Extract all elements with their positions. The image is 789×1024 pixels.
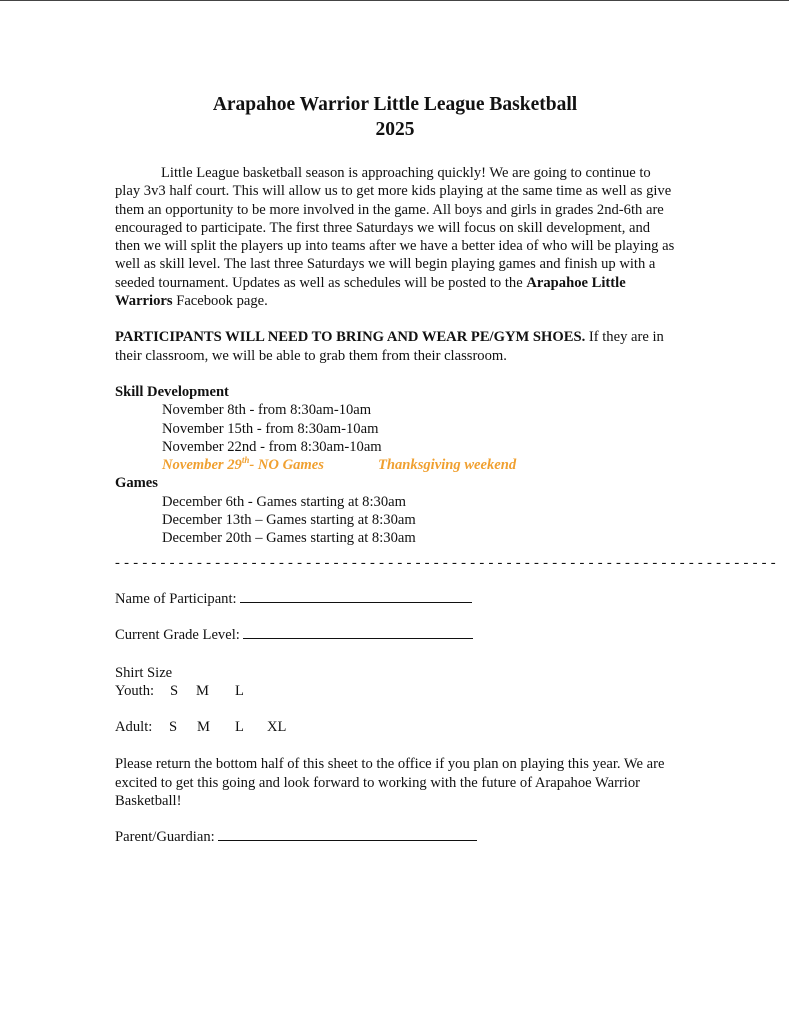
adult-size-option[interactable]: XL — [267, 719, 287, 736]
grade-level-blank[interactable] — [243, 626, 473, 639]
intro-paragraph — [115, 164, 675, 310]
grade-level-field — [115, 626, 675, 644]
participant-name-blank[interactable] — [240, 590, 472, 603]
skill-development-heading: Skill Development — [115, 383, 229, 400]
adult-size-option[interactable]: M — [197, 719, 210, 736]
guardian-blank[interactable] — [218, 828, 477, 841]
skill-date-item: November 15th - from 8:30am-10am — [162, 420, 379, 437]
gym-shoes-warning: PARTICIPANTS WILL NEED TO BRING AND WEAR PE/GYM SHOES. — [115, 329, 586, 346]
guardian-field — [115, 828, 675, 846]
games-list — [115, 493, 675, 548]
grade-level-label: Current Grade Level: — [115, 627, 244, 644]
games-heading: Games — [115, 475, 158, 492]
youth-size-option[interactable]: L — [235, 682, 244, 699]
intro-text: Little League basketball season is approaching quickly! We are going to continue to play 3v3 half court. This will allow us to get more kids playing at the same time as well as give them an opportunity to be more involved in the game. All boys and girls in grades 2nd-6th are encouraged to participate. The first three Saturdays we will focus on skill development, and then we will split the players up into teams after we have a better idea of who will be playing as well as skill level. The last three Saturdays we will begin playing games and finish up with a seeded tournament. Updates as well as schedules will be posted to the — [115, 165, 675, 291]
participant-name-label: Name of Participant: — [115, 590, 241, 607]
title-year: 2025 — [375, 119, 415, 140]
facebook-page-name: Arapahoe Little Warriors — [115, 274, 626, 310]
participants-notice — [115, 328, 675, 365]
game-date-item: December 6th - Games starting at 8:30am — [162, 493, 406, 510]
shirt-size-section — [115, 664, 675, 701]
thanksgiving-note: Thanksgiving weekend — [377, 457, 517, 474]
shirt-size-label: Shirt Size — [115, 664, 173, 681]
guardian-label: Parent/Guardian: — [115, 829, 219, 846]
intro-text-end: Facebook page. — [172, 293, 268, 310]
no-games-label: - NO Games — [249, 457, 324, 474]
adult-size-option[interactable]: L — [235, 719, 244, 736]
no-games-date-suffix: th — [241, 455, 250, 466]
page-top-border — [0, 0, 789, 1]
skill-date-item: November 8th - from 8:30am-10am — [162, 402, 372, 419]
youth-size-option[interactable]: S — [170, 682, 179, 699]
skill-date-item: November 22nd - from 8:30am-10am — [162, 438, 382, 455]
adult-size-option[interactable]: S — [169, 719, 178, 736]
skill-development-list — [115, 401, 675, 474]
participant-name-field — [115, 590, 675, 608]
youth-label: Youth: — [115, 682, 155, 699]
participants-notice-text: If they are in their classroom, we will be able to grab them from their classroom. — [115, 329, 664, 364]
no-games-date: November 29 — [162, 457, 242, 474]
return-instructions: Please return the bottom half of this sheet to the office if you plan on playing this year. We are excited to get this going and look forward to working with the future of Arapahoe Warrior Basketball! — [115, 756, 665, 810]
cut-line-divider: - - - - - - - - - - - - - - - - - - - - - - - - - - - - - - - - - - - - - - - - - - - - - - - - - - - - - - - - - - - - - - - - - - - - - - - - - — [115, 554, 776, 571]
youth-size-option[interactable]: M — [196, 682, 209, 699]
adult-size-row — [115, 718, 675, 736]
flyer-page — [115, 92, 776, 847]
no-games-item — [162, 456, 675, 474]
title-line-1: Arapahoe Warrior Little League Basketball — [212, 94, 578, 115]
page-title — [115, 92, 675, 142]
game-date-item: December 20th – Games starting at 8:30am — [162, 530, 416, 547]
game-date-item: December 13th – Games starting at 8:30am — [162, 512, 416, 529]
adult-label: Adult: — [115, 719, 153, 736]
